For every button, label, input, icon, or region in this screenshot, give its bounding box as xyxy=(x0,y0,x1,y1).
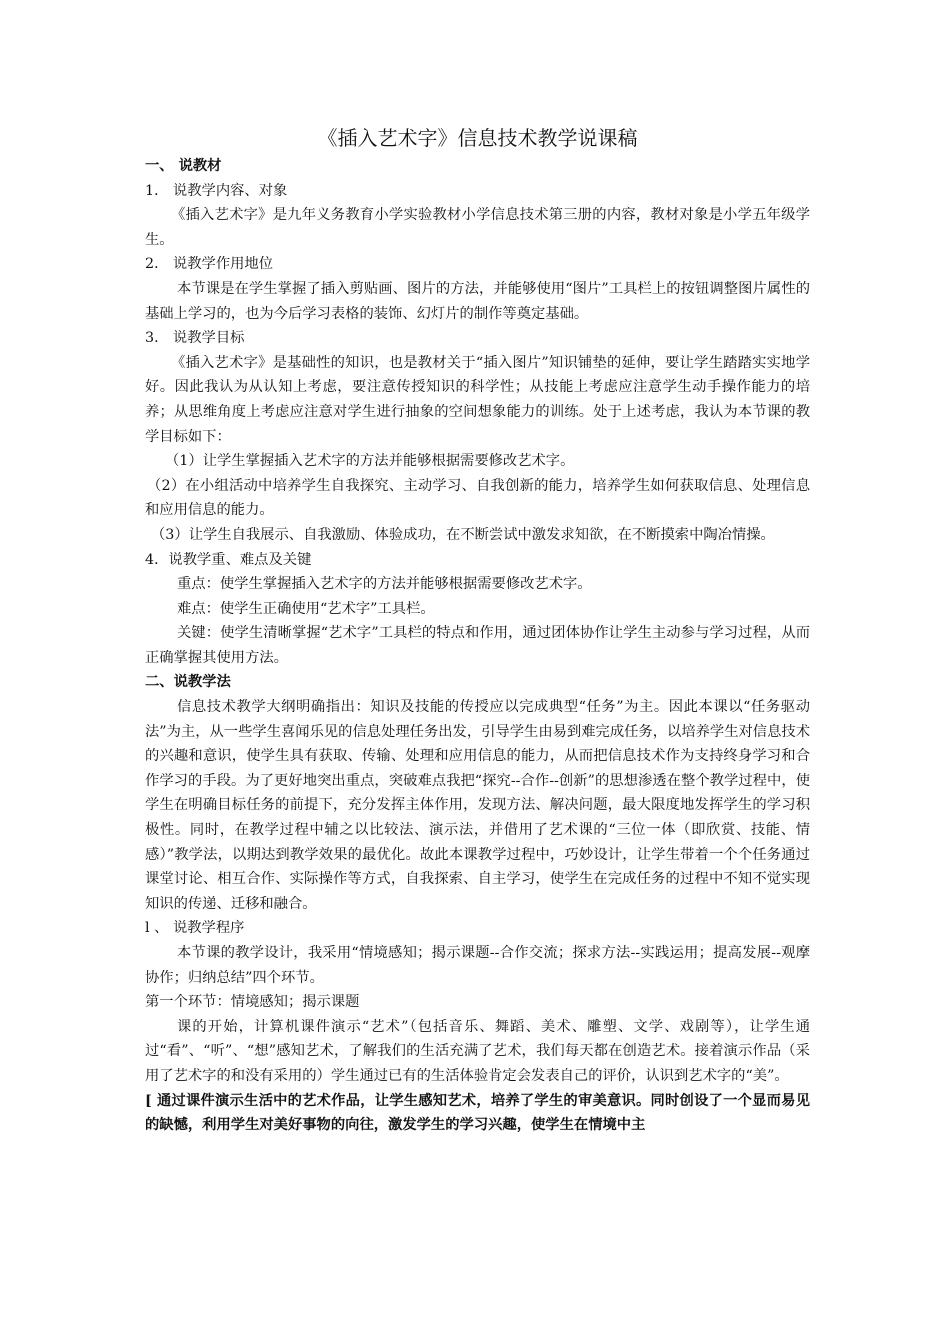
paragraph-1-1: 《插入艺术字》是九年义务教育小学实验教材小学信息技术第三册的内容，教材对象是小学五年级学生。 xyxy=(145,207,810,248)
paragraph-3-1: 本节课的教学设计，我采用“情境感知；揭示课题--合作交流；探求方法--实践运用；提高发展--观摩协作；归纳总结”四个环节。 xyxy=(145,945,810,986)
page-title: 《插入艺术字》信息技术教学说课稿 xyxy=(317,126,638,150)
objective-2: （2）在小组活动中培养学生自我探究、主动学习、自我创新的能力，培养学生如何获取信息、处理信息和应用信息的能力。 xyxy=(145,477,810,519)
stage-1-heading: 第一个环节：情境感知；揭示课题 xyxy=(145,994,360,1011)
subheading-1-3: 3． 说教学目标 xyxy=(145,330,245,347)
paragraph-1-2: 本节课是在学生掌握了插入剪贴画、图片的方法，并能够使用“图片”工具栏上的按钮调整图片属性的基础上学习的，也为今后学习表格的装饰、幻灯片的制作等奠定基础。 xyxy=(145,280,810,322)
objective-3: （3）让学生自我展示、自我激励、体验成功，在不断尝试中激发求知欲，在不断摸索中陶冶情操。 xyxy=(151,526,775,543)
subheading-1-1: 1． 说教学内容、对象 xyxy=(145,182,288,199)
document-body xyxy=(145,122,810,1138)
subheading-1-4: 4．说教学重、难点及关键 xyxy=(145,551,312,568)
paragraph-1-3: 《插入艺术字》是基础性的知识，也是教材关于“插入图片”知识铺垫的延伸，要让学生踏踏实实地学好。因此我认为从认知上考虑，要注意传授知识的科学性；从技能上考虑应注意学生动手操作能力的培养；从思维角度上考虑应注意对学生进行抽象的空间想象能力的训练。处于上述考虑，我认为本节课的教学目标如下： xyxy=(145,354,810,445)
paragraph-3-2: 课的开始，计算机课件演示“艺术”（包括音乐、舞蹈、美术、雕塑、文学、戏剧等），让学生通过“看”、“听”、“想”感知艺术，了解我们的生活充满了艺术，我们每天都在创造艺术。接着演示作品（采用了艺术字的和没有采用的）学生通过已有的生活体验肯定会发表自己的评价，认识到艺术字的“美”。 xyxy=(145,1018,810,1084)
section-heading-3: l 、 说教学程序 xyxy=(145,920,245,937)
difficult-point: 难点：使学生正确使用“艺术字”工具栏。 xyxy=(177,600,435,617)
bold-note: [ 通过课件演示生活中的艺术作品，让学生感知艺术，培养了学生的审美意识。同时创设了一个显而易见的缺憾，利用学生对美好事物的向往，激发学生的学习兴趣，使学生在情境中主 xyxy=(145,1092,810,1134)
section-heading-1: 一、 说教材 xyxy=(145,158,222,174)
key-factor: 关键：使学生清晰掌握“艺术字”工具栏的特点和作用，通过团体协作让学生主动参与学习过程，从而正确掌握其使用方法。 xyxy=(145,625,810,666)
section-heading-2: 二、说教学法 xyxy=(145,674,231,691)
subheading-1-2: 2． 说教学作用地位 xyxy=(145,256,274,273)
paragraph-2-1: 信息技术教学大纲明确指出：知识及技能的传授应以完成典型“任务”为主。因此本课以“任务驱动法”为主，从一些学生喜闻乐见的信息处理任务出发，引导学生由易到难完成任务，以培养学生对信息技术的兴趣和意识，使学生具有获取、传输、处理和应用信息的能力，从而把信息技术作为支持终身学习和合作学习的手段。为了更好地突出重点，突破难点我把“探究--合作--创新”的思想渗透在整个教学过程中，使学生在明确目标任务的前提下，充分发挥主体作用，发现方法、解决问题，最大限度地发挥学生的学习积极性。同时，在教学过程中辅之以比较法、演示法，并借用了艺术课的“三位一体（即欣赏、技能、情感）”教学法，以期达到教学效果的最优化。故此本课教学过程中，巧妙设计，让学生带着一个个任务通过课堂讨论、相互合作、实际操作等方式，自我探索、自主学习，使学生在完成任务的过程中不知不觉实现知识的传递、迁移和融合。 xyxy=(145,699,810,912)
objective-1: （1）让学生掌握插入艺术字的方法并能够根据需要修改艺术字。 xyxy=(165,453,575,470)
key-point: 重点：使学生掌握插入艺术字的方法并能够根据需要修改艺术字。 xyxy=(177,576,592,593)
